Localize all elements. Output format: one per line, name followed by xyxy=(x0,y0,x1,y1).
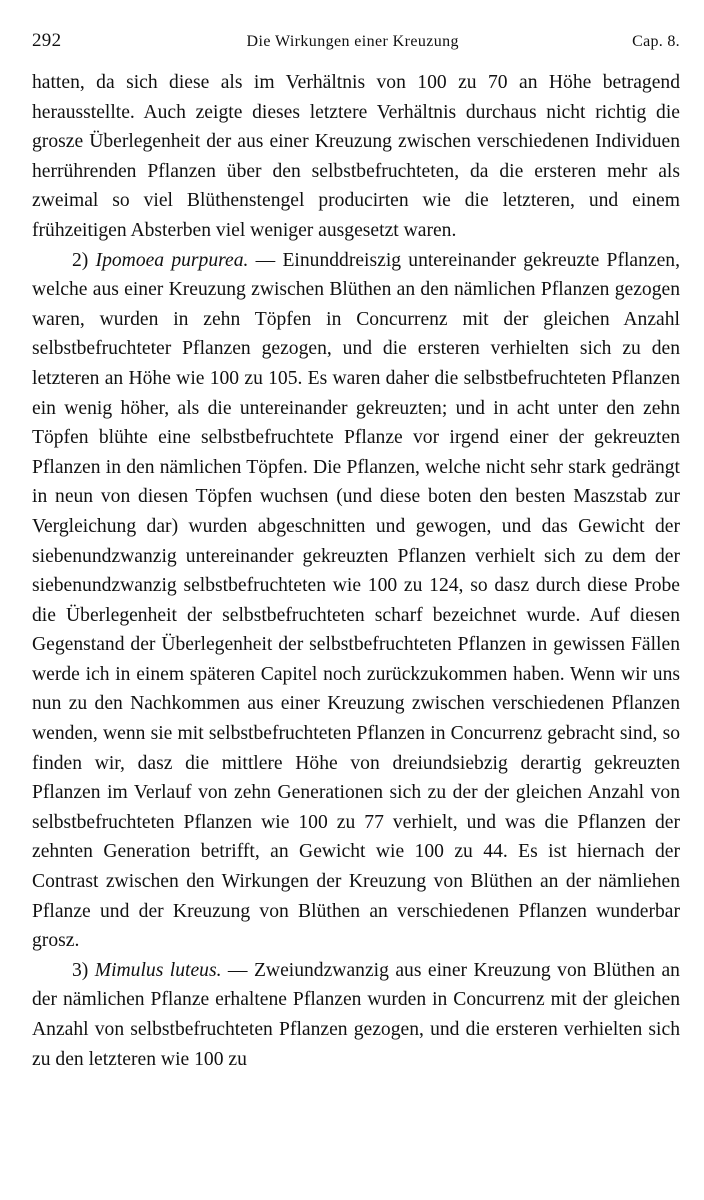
paragraph-text: — Einunddreiszig untereinander gekreuzte Pflanzen, welche aus einer Kreuzung zwischen Blüthen an den nämlichen Pflanzen gezogen waren, wurden in zehn Töpfen in Concurrenz mit der gleichen Anzahl selbstbefruchteter Pflanzen gezogen, und die ersteren verhielten sich zu den letzteren an Höhe wie 100 zu 105. Es waren daher die selbstbefruchteten Pflanzen ein wenig höher, als die untereinander gekreuzten; und in acht unter den zehn Töpfen blühte eine selbstbefruchtete Pflanze vor irgend einer der gekreuzten Pflanzen in den nämlichen Töpfen. Die Pflanzen, welche nicht sehr stark gedrängt in neun von diesen Töpfen wuchsen (und diese boten den besten Maszstab zur Vergleichung dar) wurden abgeschnitten und gewogen, und das Gewicht der siebenundzwanzig untereinander gekreuzten Pflanzen verhielt sich zu dem der siebenundzwanzig selbstbefruchteten wie 100 zu 124, so dasz durch diese Probe die Überlegenheit der selbstbefruchteten scharf bezeichnet wurde. Auf diesen Gegenstand der Überlegenheit der selbstbefruchteten Pflanzen in gewissen Fällen werde ich in einem späteren Capitel noch zurückzukommen haben. Wenn wir uns nun zu den Nachkommen aus einer Kreuzung zwischen verschiedenen Pflanzen wenden, wenn sie mit selbstbefruchteten Pflanzen in Concurrenz gebracht sind, so finden wir, dasz die mittlere Höhe von dreiundsiebzig derartig gekreuzten Pflanzen im Verlauf von zehn Generationen sich zu der der gleichen Anzahl von selbstbefruchteten Pflanzen wie 100 zu 77 verhielt, und was die Pflanzen der zehnten Generation betrifft, an Gewicht wie 100 zu 44. Es ist hiernach der Contrast zwischen den Wirkungen der Kreuzung von Blüthen an der nämliehen Pflanze und der Kreuzung von Blüthen an verschiedenen Pflanzen wunderbar grosz. xyxy=(32,249,680,952)
species-name: Mimulus luteus. xyxy=(94,959,222,981)
paragraph-text: hatten, da sich diese als im Verhältnis von 100 zu 70 an Höhe betragend herausstellte. Auch zeigte dieses letztere Verhältnis durchaus nicht richtig die grosze Überlegenheit der aus einer Kreuzung zwischen verschiedenen Individuen herrührenden Pflanzen über den selbstbefruchteten, da die ersteren mehr als zweimal so viel Blüthenstengel producirten wie die letzteren, und einem frühzeitigen Absterben viel weniger ausgesetzt waren. xyxy=(32,72,680,241)
page-body xyxy=(32,68,680,1074)
book-page xyxy=(32,30,680,1074)
paragraph-text: — Zweiundzwanzig aus einer Kreuzung von Blüthen an der nämlichen Pflanze erhaltene Pflanzen wurden in Concurrenz mit der gleichen Anzahl von selbstbefruchteten Pflanzen gezogen, und die ersteren verhielten sich zu den letzteren wie 100 zu xyxy=(32,959,680,1070)
species-name: Ipomoea purpurea. xyxy=(95,249,249,271)
paragraph-number: 3) xyxy=(72,959,95,981)
paragraph-mimulus xyxy=(32,956,680,1074)
page-header xyxy=(32,30,680,66)
chapter-label: Cap. 8. xyxy=(632,33,680,50)
paragraph-continuation xyxy=(32,68,680,246)
paragraph-ipomoea xyxy=(32,246,680,956)
paragraph-number: 2) xyxy=(72,249,96,271)
running-title: Die Wirkungen einer Kreuzung xyxy=(246,33,459,50)
page-number: 292 xyxy=(32,30,62,51)
